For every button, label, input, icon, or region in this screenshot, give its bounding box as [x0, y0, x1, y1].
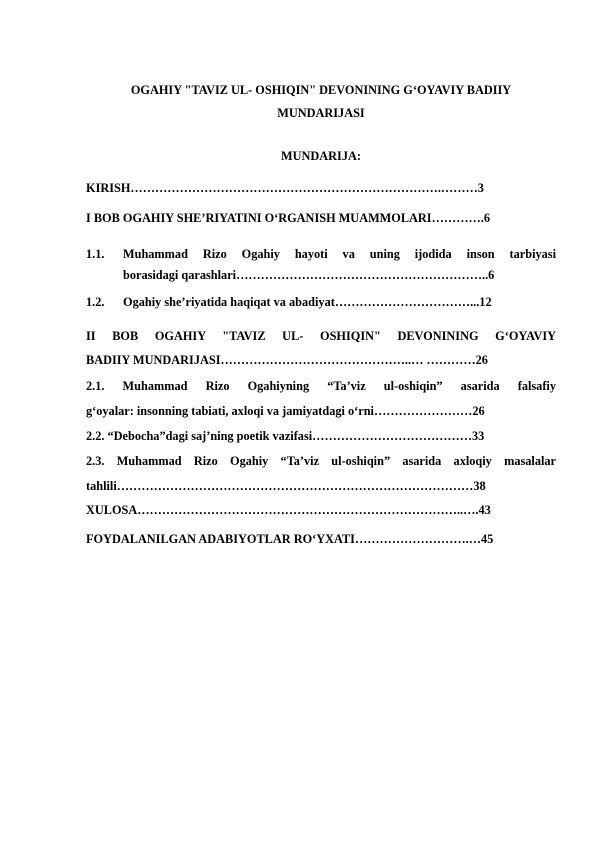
toc-entry-chapter-1: I BOB OGAHIY SHE’RIYATINI O‘RGANISH MUAMMOLARI………….6: [86, 211, 491, 225]
toc-entry-2-1-line-1: 2.1. Muhammad Rizo Ogahiyning “Ta’viz ul-oshiqin” asarida falsafiy: [86, 379, 556, 393]
toc-entry-chapter-2-line-2: BADIIY MUNDARIJASI………………………………………..… …………26: [86, 353, 488, 367]
toc-entry-kirish: KIRISH………………………………………………………………….………3: [86, 181, 484, 195]
document-title-line-1: OGAHIY "TAVIZ UL- OSHIQIN" DEVONINING G‘OYAVIY BADIIY: [130, 83, 512, 97]
toc-entry-1-2: Ogahiy she’riyatida haqiqat va abadiyat……………………………...12: [123, 295, 492, 309]
toc-entry-2-3-line-2: tahlili……………………………………………………………………………38: [86, 479, 486, 493]
toc-entry-2-2: 2.2. “Debocha”dagi saj’ning poetik vazifasi…………………………………33: [86, 429, 485, 443]
toc-entry-xulosa: XULOSA……………………………………………………………………..….43: [86, 503, 491, 517]
toc-entry-1-1-line-2: borasidagi qarashlari……………………………………………………..6: [123, 268, 495, 282]
toc-entry-2-1-line-2: g‘oyalar: insonning tabiati, axloqi va jamiyatdagi o‘rni……………………26: [86, 404, 485, 418]
toc-number-1-2: 1.2.: [86, 295, 105, 309]
toc-entry-2-3-line-1: 2.3. Muhammad Rizo Ogahiy “Ta’viz ul-oshiqin” asarida axloqiy masalalar: [86, 454, 556, 468]
contents-heading: MUNDARIJA:: [281, 149, 361, 163]
toc-entry-1-1-line-1: Muhammad Rizo Ogahiy hayoti va uning ijodida inson tarbiyasi: [123, 247, 556, 261]
toc-entry-chapter-2-line-1: II BOB OGAHIY "TAVIZ UL- OSHIQIN" DEVONINING G‘OYAVIY: [86, 329, 556, 343]
document-title: [86, 79, 556, 125]
document-title-line-2: MUNDARIJASI: [277, 106, 365, 120]
toc-number-1-1: 1.1.: [86, 247, 105, 261]
toc-entry-bibliography: FOYDALANILGAN ADABIYOTLAR RO‘YXATI……………………….…45: [86, 532, 494, 546]
